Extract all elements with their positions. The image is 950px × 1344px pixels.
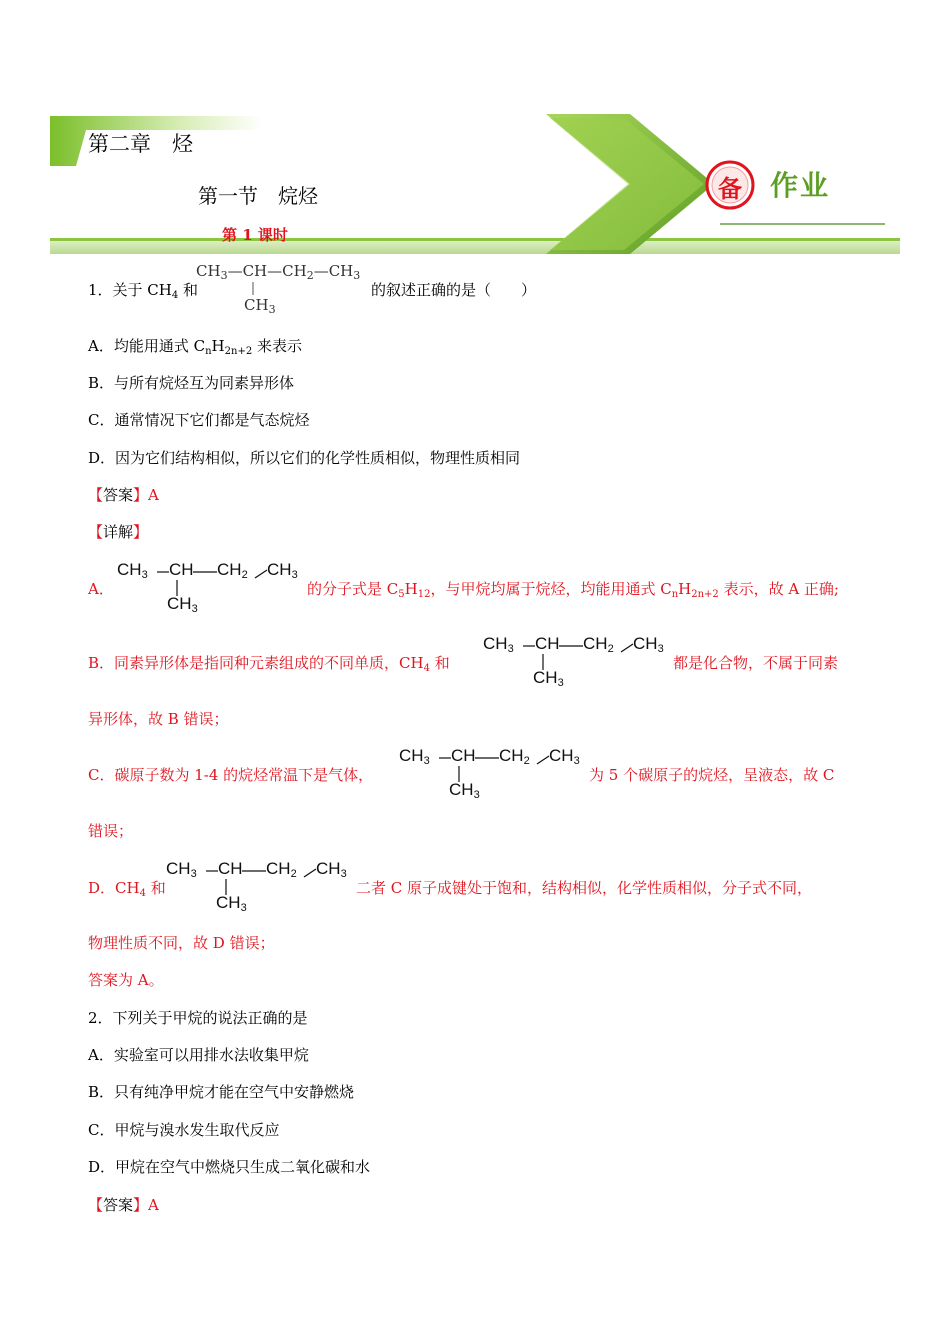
detail-a-text: 的分子式是 $C_5H_{12}$，与甲烷均属于烷烃，均能用通式 $C_nH_{2n+2}$ 表示，故 A 正确;: [307, 580, 839, 600]
detail-d-post: 二者 C 原子成键处于饱和，结构相似，化学性质相似，分子式不同，: [356, 879, 813, 897]
q2-option-d: D．甲烷在空气中燃烧只生成二氧化碳和水: [88, 1158, 371, 1176]
detail-d-text: D．$CH_4$ 和: [88, 879, 166, 899]
detail-d-line2: 物理性质不同，故 D 错误；: [88, 934, 275, 952]
detail-b-structure: $CH_3$ CH $CH_2$ $CH_3$ $CH_3$: [483, 634, 664, 689]
header-banner: [50, 112, 900, 262]
detail-b-text: B．同素异形体是指同种元素组成的不同单质，$CH_4$ 和: [88, 654, 450, 674]
q1-option-c: C．通常情况下它们都是气态烷烃: [88, 411, 310, 429]
q1-option-b: B．与所有烷烃互为同素异形体: [88, 374, 295, 392]
detail-c-post: 为 5 个碳原子的烷烃，呈液态，故 C: [589, 766, 835, 784]
q1-answer: 【答案】A: [88, 486, 159, 504]
q1-detail-label: 【详解】: [88, 523, 149, 541]
q2-stem: 2．下列关于甲烷的说法正确的是: [88, 1009, 308, 1027]
detail-d-structure: $CH_3$ CH $CH_2$ $CH_3$ $CH_3$: [166, 859, 347, 914]
q2-option-a: A．实验室可以用排水法收集甲烷: [88, 1046, 309, 1064]
section-title: 第一节 烷烃: [198, 184, 318, 208]
detail-c-structure: $CH_3$ CH $CH_2$ $CH_3$ $CH_3$: [399, 746, 580, 801]
chapter-title: 第二章 烃: [88, 132, 193, 156]
detail-c-line2: 错误；: [88, 822, 134, 840]
lesson-label: 第 1 课时: [222, 226, 288, 244]
detail-b-line2: 异形体，故 B 错误；: [88, 710, 229, 728]
detail-a-structure: $CH_3$ CH $CH_2$ $CH_3$ $CH_3$: [117, 560, 298, 615]
detail-b-post: 都是化合物，不属于同素: [673, 654, 839, 672]
detail-c-text: C．碳原子数为 1-4 的烷烃常温下是气体，: [88, 766, 374, 784]
detail-conclusion: 答案为 A。: [88, 971, 164, 989]
q1-option-a: A．均能用通式 $C_nH_{2n+2}$ 来表示: [88, 337, 302, 357]
q2-answer: 【答案】A: [88, 1196, 159, 1214]
badge-label: 作业: [770, 169, 831, 202]
q1-option-d: D．因为它们结构相似，所以它们的化学性质相似，物理性质相同: [88, 449, 521, 467]
homework-badge: [705, 160, 755, 210]
q2-option-b: B．只有纯净甲烷才能在空气中安静燃烧: [88, 1083, 355, 1101]
detail-a-label: A．: [88, 580, 114, 598]
q1-stem-suffix: 的叙述正确的是（ ）: [371, 281, 537, 299]
q1-formula: $CH_3—CH—CH_2—CH_3$ $CH_3$: [196, 262, 361, 316]
badge-char: 备: [718, 175, 742, 203]
q1-stem: 1．关于 $CH_4$ 和: [88, 281, 199, 301]
q2-option-c: C．甲烷与溴水发生取代反应: [88, 1121, 280, 1139]
